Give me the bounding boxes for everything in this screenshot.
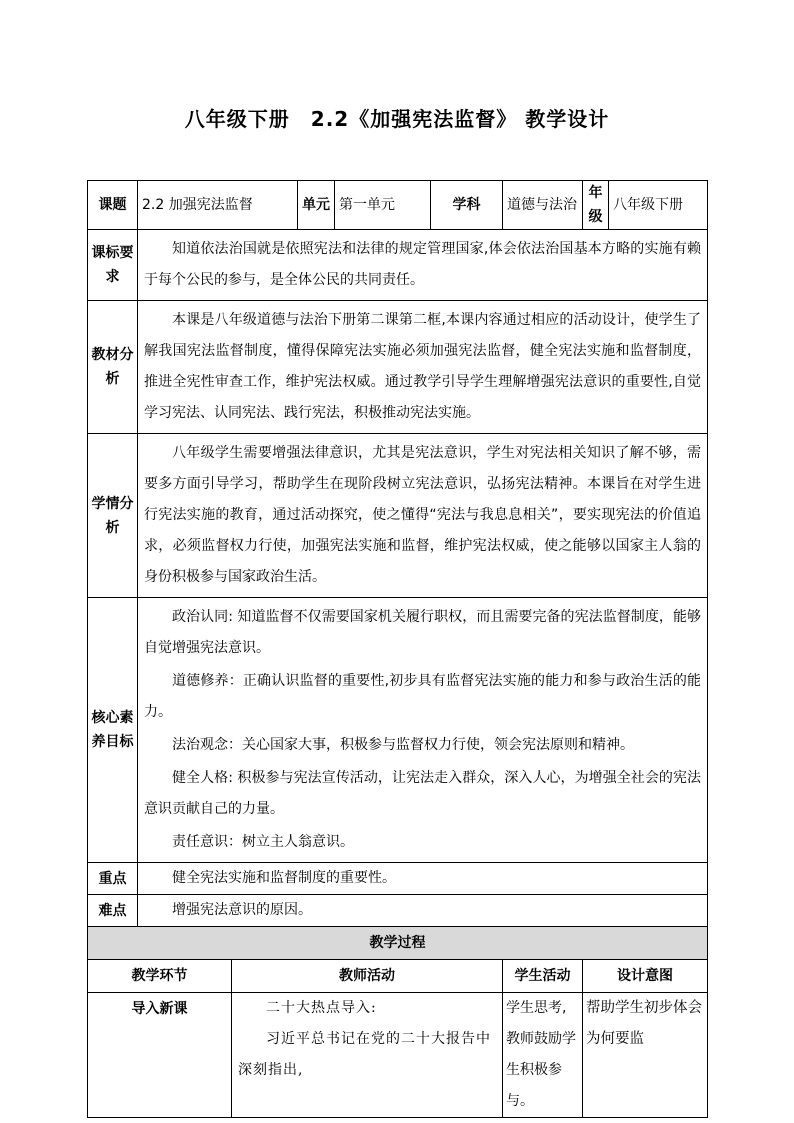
course-value: 2.2 加强宪法监督 xyxy=(138,181,298,230)
column-stage: 教学环节 xyxy=(88,960,232,993)
curriculum-row xyxy=(88,230,708,301)
process-row xyxy=(88,993,708,1118)
material-label: 教材分析 xyxy=(88,301,138,434)
process-student: 学生思考,教师鼓励学生积极参与。 xyxy=(503,993,583,1118)
column-intent: 设计意图 xyxy=(583,960,708,993)
difficulty-row xyxy=(88,895,708,927)
core-item-personality: 健全人格: 积极参与宪法宣传活动，让宪法走入群众，深入人心，为增强全社会的宪法意识贡献自己的力量。 xyxy=(144,770,701,817)
curriculum-text: 知道依法治国就是依照宪法和法律的规定管理国家,体会依法治国基本方略的实施有赖于每个公民的参与，是全体公民的共同责任。 xyxy=(144,241,701,288)
core-item-politics: 政治认同: 知道监督不仅需要国家机关履行职权，而且需要完备的宪法监督制度，能够自觉增强宪法意识。 xyxy=(144,609,701,656)
core-item-responsibility: 责任意识：树立主人翁意识。 xyxy=(172,834,354,850)
grade-value: 八年级下册 xyxy=(609,181,708,230)
material-text: 本课是八年级道德与法治下册第二课第二框,本课内容通过相应的活动设计，使学生了解我国宪法监督制度，懂得保障宪法实施必须加强宪法监督，健全宪法实施和监督制度，推进全宪性审查工作，维护宪法权威。通过教学引导学生理解增强宪法意识的重要性,自觉学习宪法、认同宪法、践行宪法，积极推动宪法实施。 xyxy=(144,312,701,421)
process-column-header-row xyxy=(88,960,708,993)
subject-label: 学科 xyxy=(431,181,503,230)
core-label: 核心素养目标 xyxy=(88,598,138,863)
students-row xyxy=(88,434,708,598)
teacher-line: 二十大热点导入: xyxy=(266,1000,377,1016)
key-point-text: 健全宪法实施和监督制度的重要性。 xyxy=(172,870,396,886)
students-label: 学情分析 xyxy=(88,434,138,598)
column-teacher: 教师活动 xyxy=(232,960,503,993)
process-heading-row xyxy=(88,927,708,960)
material-row xyxy=(88,301,708,434)
core-row xyxy=(88,598,708,863)
curriculum-label: 课标要求 xyxy=(88,230,138,301)
process-stage: 导入新课 xyxy=(88,993,232,1118)
grade-label: 年级 xyxy=(583,181,609,230)
difficulty-label: 难点 xyxy=(88,895,138,927)
subject-value: 道德与法治 xyxy=(503,181,583,230)
teacher-line: 习近平总书记在党的二十大报告中深刻指出, xyxy=(238,1031,491,1078)
key-point-label: 重点 xyxy=(88,863,138,895)
key-point-row xyxy=(88,863,708,895)
process-heading: 教学过程 xyxy=(88,927,708,960)
core-item-rule-of-law: 法治观念：关心国家大事，积极参与监督权力行使，领会宪法原则和精神。 xyxy=(172,737,634,753)
difficulty-text: 增强宪法意识的原因。 xyxy=(172,902,312,918)
page-title: 八年级下册 2.2《加强宪法监督》 教学设计 xyxy=(184,107,610,131)
students-text: 八年级学生需要增强法律意识，尤其是宪法意识，学生对宪法相关知识了解不够，需要多方面引导学习，帮助学生在现阶段树立宪法意识，弘扬宪法精神。本课旨在对学生进行宪法实施的教育，通过活动探究，使之懂得“宪法与我息息相关”，要实现宪法的价值追求，必须监督权力行使，加强宪法实施和监督，维护宪法权威，使之能够以国家主人翁的身份积极参与国家政治生活。 xyxy=(144,445,701,585)
header-row xyxy=(88,181,708,230)
unit-label: 单元 xyxy=(298,181,335,230)
process-intent: 帮助学生初步体会为何要监 xyxy=(583,993,708,1118)
core-item-morality: 道德修养：正确认识监督的重要性,初步具有监督宪法实施的能力和参与政治生活的能力。 xyxy=(144,673,701,720)
lesson-plan-table xyxy=(87,180,708,1118)
column-student: 学生活动 xyxy=(503,960,583,993)
course-label: 课题 xyxy=(88,181,138,230)
unit-value: 第一单元 xyxy=(335,181,431,230)
